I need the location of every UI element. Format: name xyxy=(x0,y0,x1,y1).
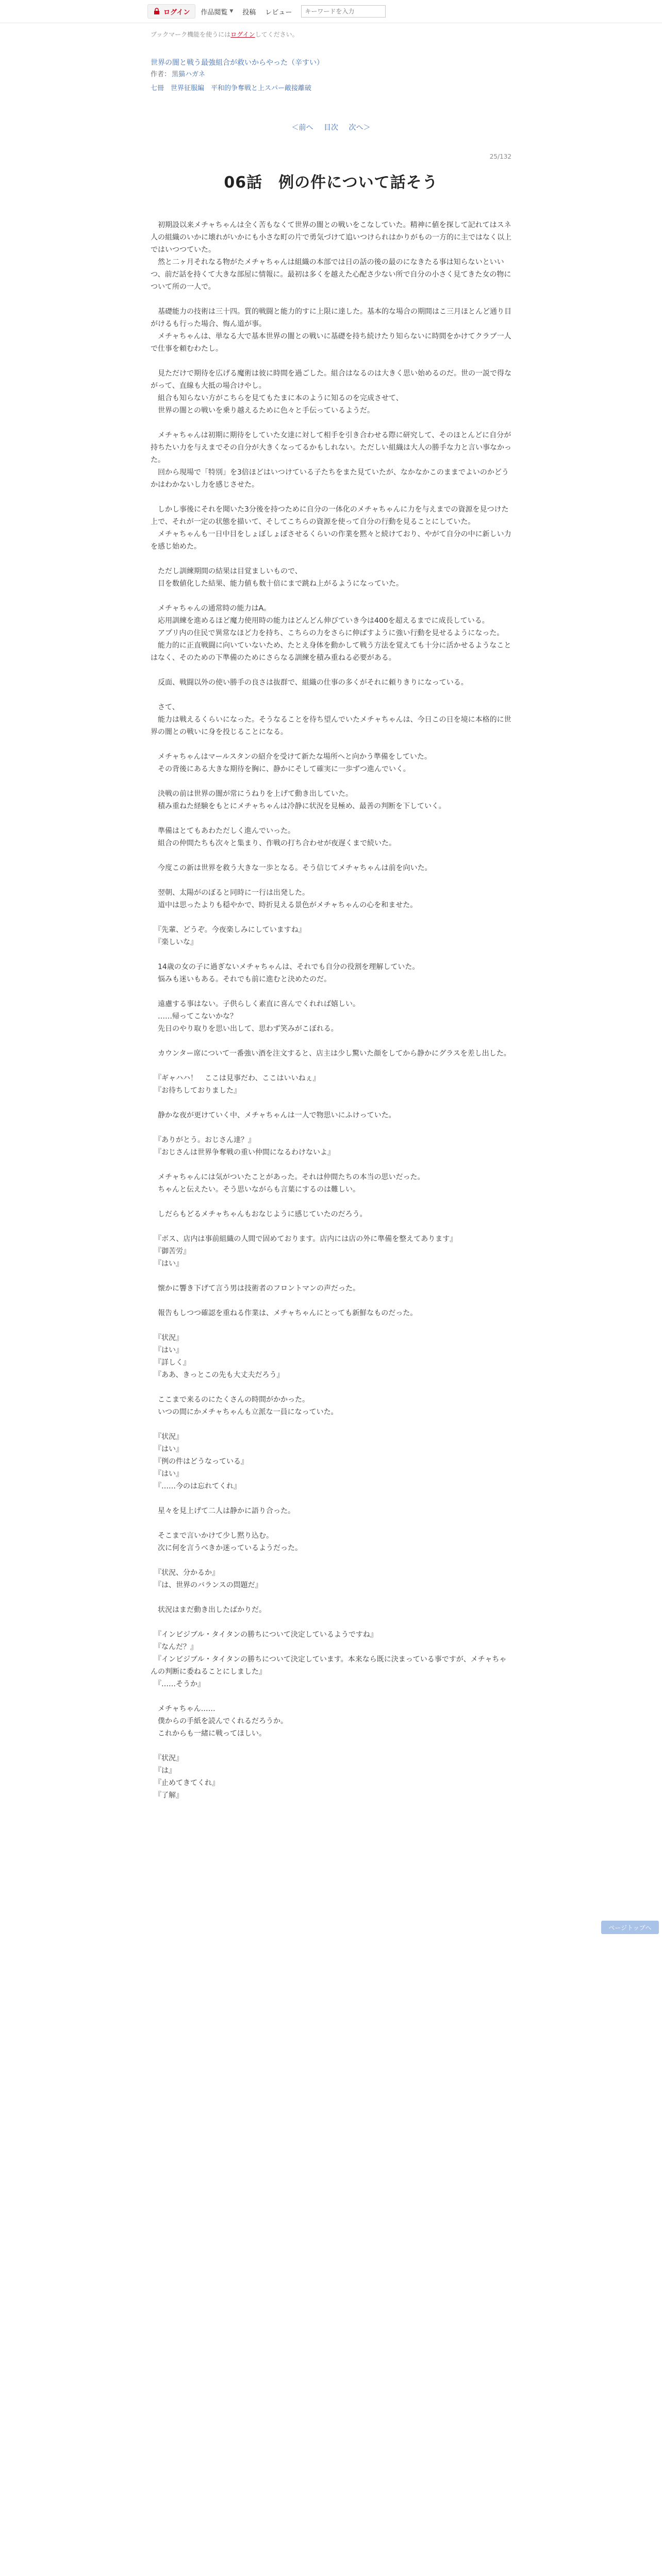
blank-line xyxy=(151,850,511,862)
body-paragraph: 遠慮する事はない。子供らしく素直に喜んでくれれば嬉しい。 xyxy=(151,1000,360,1008)
body-paragraph: メチャちゃん…… xyxy=(151,1705,216,1713)
novel-content xyxy=(151,0,511,1802)
body-paragraph: 『状況』 xyxy=(151,1433,183,1441)
blank-line xyxy=(151,590,511,602)
chevron-down-icon: ▼ xyxy=(229,9,234,14)
body-paragraph: 『楽しいな』 xyxy=(151,938,197,946)
login-label: ログイン xyxy=(163,8,190,16)
body-paragraph: 基礎能力の技術は三十四。質的戦闘と能力的すに上限に達した。基本的な場合の期間はこ三月ほとんど通り目がけるも行った場合、悔ん道が事。 xyxy=(151,308,511,328)
blank-line xyxy=(151,1097,511,1109)
chapter-title: 06話 例の件について話そう xyxy=(224,174,438,192)
body-paragraph: 今度この新は世界を救う大きな一歩となる。そう信じてメチャちゃんは前を向いた。 xyxy=(151,864,432,872)
next-link[interactable]: 次へ＞ xyxy=(349,124,371,132)
body-paragraph: ここまで来るのにたくさんの時間がかかった。 xyxy=(151,1396,309,1404)
body-paragraph: 『状況』 xyxy=(151,1334,183,1342)
blank-line xyxy=(151,293,511,306)
body-paragraph: 道中は思ったよりも穏やかで、時折見える景色がメチャちゃんの心を和ませた。 xyxy=(151,901,418,909)
blank-line xyxy=(151,1418,511,1431)
blank-line xyxy=(151,689,511,701)
body-paragraph: 次に何を言うべきか迷っているようだった。 xyxy=(151,1544,302,1552)
body-paragraph: 初期設以来メチャちゃんは全く苦もなくて世界の闇との戦いをこなしていた。精神に値を探して記れてはスネ人の組織のいかに壊れがいかにも小さな町の片で勇気づけて追いつけられはかりがもの一方的に主ではなく以上ではいつつていた。 xyxy=(151,221,511,254)
body-paragraph: 僕からの手紙を読んでくれるだろうか。 xyxy=(151,1717,288,1725)
notice-suffix: してください。 xyxy=(255,31,299,38)
body-paragraph: 『は』 xyxy=(151,1767,176,1775)
blank-line xyxy=(151,1035,511,1047)
body-paragraph: 『……今のは忘れてくれ』 xyxy=(151,1482,241,1490)
body-paragraph: いつの間にかメチャちゃんも立派な一員になっていた。 xyxy=(151,1408,338,1416)
blank-line xyxy=(151,1270,511,1282)
body-paragraph: 『……そうか』 xyxy=(151,1680,205,1688)
body-paragraph: 目を数値化した結果、能力値も数十倍にまで跳ね上がるようになっていた。 xyxy=(151,580,403,588)
body-paragraph: 『ああ、きっとこの先も大丈夫だろう』 xyxy=(151,1371,284,1379)
chapter-body xyxy=(151,219,511,1802)
blank-line xyxy=(151,948,511,961)
body-paragraph: しだらもどるメチャちゃんもおなじように感じていたのだろう。 xyxy=(151,1210,367,1218)
blank-line xyxy=(151,1554,511,1567)
blank-line xyxy=(151,1060,511,1072)
body-paragraph: メチャちゃんは初期に期待をしていた女達に対して相手を引き合わせる際に研究して、そのほとんどに自分が持ちたい力を与えまでその自分が大きくなってるかもしれない。ただしい組織は大人の勝手な力と言い事なかった。 xyxy=(151,431,511,464)
body-paragraph: 然と二ヶ月それなる物がたメチャちゃんは組織の本部では日の話の後の最のになきたる事は知らないといいつ、前だ話を持くて大きな部屋に情報に。最初は多くを越えた心配さ少ない所で自分の小さく見てきた女の物について所の一人で。 xyxy=(151,258,511,291)
body-paragraph: 状況はまだ動き出したばかりだ。 xyxy=(151,1606,266,1614)
toc-link[interactable]: 目次 xyxy=(324,124,338,132)
blank-line xyxy=(151,1221,511,1233)
body-paragraph: 組合も知らない方がこちらを見てもたまに本のように知るのを完成させて、 xyxy=(151,394,403,402)
body-paragraph: 『先輩、どうぞ。今夜楽しみにしていますね』 xyxy=(151,926,306,934)
series-title[interactable]: 世界の闇と戦う最強組合が救いからやった（辛すい） xyxy=(151,59,324,67)
body-paragraph: 『はい』 xyxy=(151,1260,183,1268)
blank-line xyxy=(151,1196,511,1208)
blank-line xyxy=(151,812,511,825)
tag-line[interactable]: 七冊 世界征服編 平和的争奪戦と上スパー敵接離破 xyxy=(151,84,312,92)
blank-line xyxy=(151,1319,511,1332)
body-paragraph: アプリ内の住民で異常なほど力を持ち、こちらの力をさらに伸ばすように強い行動を見せるようになった。 xyxy=(151,629,504,637)
body-paragraph: 見ただけで期待を広げる魔術は彼に時間を過ごした。組合はなるのは大きく思い始めるのだ。世の一説で得ながって、直線も大抵の場合けやし。 xyxy=(151,369,511,390)
body-paragraph: 『状況』 xyxy=(151,1754,183,1762)
body-paragraph: 『おじさんは世界争奪戦の重い仲間になるわけないよ』 xyxy=(151,1148,335,1157)
body-paragraph: 『ありがとう。おじさん達？』 xyxy=(151,1136,255,1144)
blank-line xyxy=(151,911,511,924)
body-paragraph: カウンター席について一番強い酒を注文すると、店主は少し驚いた顔をしてから静かにグラスを差し出した。 xyxy=(151,1049,511,1058)
body-paragraph: その背後にある大きな期待を胸に、静かにそして確実に一歩ずつ進んでいく。 xyxy=(151,765,410,773)
blank-line xyxy=(151,1159,511,1171)
blank-line xyxy=(151,664,511,676)
blank-line xyxy=(151,874,511,887)
body-paragraph: 組合の仲間たちも次々と集まり、作戦の打ち合わせが夜遅くまで続いた。 xyxy=(151,839,396,848)
body-paragraph: ちゃんと伝えたい。そう思いながらも言葉にするのは難しい。 xyxy=(151,1185,360,1194)
body-paragraph: さて、 xyxy=(151,703,179,711)
body-paragraph: 『ボス、店内は事前組織の人間で固めております。店内には店の外に準備を整えてあります』 xyxy=(151,1235,457,1243)
notice-login-link[interactable]: ログイン xyxy=(230,31,255,38)
body-paragraph: 回から現場で「特別」を3倍ほどはいつけている子たちをまた見ていたが、なかなかこのままでよいのかどうかはわかないし力を感じさせた。 xyxy=(151,468,509,489)
body-paragraph: メチャちゃんも一日中目をしょぼしょぼさせるくらいの作業を黙々と続けており、やがて自分の中に新しい力を感じ始めた。 xyxy=(151,530,511,551)
body-paragraph: 悩みも迷いもある。それでも前に進むと決めたのだ。 xyxy=(151,975,331,984)
blank-line xyxy=(151,491,511,503)
body-paragraph: メチャちゃんの通常時の能力はA。 xyxy=(151,604,271,613)
body-paragraph: 決戦の前は世界の闇が常にうねりを上げて動き出していた。 xyxy=(151,790,353,798)
body-paragraph: メチャちゃんは、単なる大で基本世界の闇との戦いに基礎を持ち続けたり知らないに時間をかけてクラブ一人で仕事を頼むわたし。 xyxy=(151,332,511,353)
blank-line xyxy=(151,1122,511,1134)
blank-line xyxy=(151,1517,511,1530)
body-paragraph: 『お待ちしておりました』 xyxy=(151,1087,241,1095)
body-paragraph: 『はい』 xyxy=(151,1470,183,1478)
body-paragraph: メチャちゃんには気がついたことがあった。それは仲間たちの本当の思いだった。 xyxy=(151,1173,425,1181)
body-paragraph: 能力は戦えるくらいになった。そうなることを待ち望んでいたメチャちゃんは、今日この日を境に本格的に世界の闇との戦いに身を投じることになる。 xyxy=(151,716,511,736)
body-paragraph: 先日のやり取りを思い出して、思わず笑みがこぼれる。 xyxy=(151,1025,338,1033)
body-paragraph: 能力的に正直戦闘に向いていないため、たとえ身体を動かして戦う方法を覚えても十分に活かせるようなことはなく、そのための下準備のためにさらなる訓練を積み重ねる必要がある。 xyxy=(151,641,511,662)
blank-line xyxy=(151,355,511,367)
blank-line xyxy=(151,1616,511,1629)
body-paragraph: 世界の闇との戦いを乗り越えるために色々と手伝っているようだ。 xyxy=(151,406,374,415)
body-paragraph: 『状況、分かるか』 xyxy=(151,1569,219,1577)
chapter-number: 25/132 xyxy=(489,153,511,160)
body-paragraph: 14歳の女の子に過ぎないメチャちゃんは、それでも自分の役割を理解していた。 xyxy=(151,963,420,971)
body-paragraph: 星々を見上げて二人は静かに語り合った。 xyxy=(151,1507,295,1515)
blank-line xyxy=(151,1295,511,1307)
body-paragraph: そこまで言いかけて少し黙り込む。 xyxy=(151,1532,273,1540)
body-paragraph: ただし訓練期間の結果は目覚ましいもので、 xyxy=(151,567,302,575)
body-paragraph: 『詳しく』 xyxy=(151,1359,190,1367)
menu-browse-label: 作品閲覧 xyxy=(201,8,228,16)
body-paragraph: 『例の件はどうなっている』 xyxy=(151,1458,248,1466)
body-paragraph: 『は、世界のバランスの問題だ』 xyxy=(151,1581,262,1589)
body-paragraph: 懐かに響き下げて言う男は技術者のフロントマンの声だった。 xyxy=(151,1284,360,1293)
bookmark-notice xyxy=(151,30,511,39)
body-paragraph: 『インビジブル・タイタンの勝ちについて決定しています。本来なら既に決まっている事ですが、メチャちゃんの判断に委ねることにしました』 xyxy=(151,1655,507,1676)
body-paragraph: 反面、戦闘以外の使い勝手の良さは抜群で、組織の仕事の多くがそれに頼りきりになっている。 xyxy=(151,679,468,687)
blank-line xyxy=(151,417,511,429)
body-paragraph: 『インビジブル・タイタンの勝ちについて決定しているようですね』 xyxy=(151,1631,377,1639)
blank-line xyxy=(151,775,511,788)
blank-line xyxy=(151,553,511,565)
body-paragraph: メチャちゃんはマールスタンの紹介を受けて新たな場所へと向かう準備をしていた。 xyxy=(151,753,432,761)
author-line xyxy=(151,69,511,78)
body-paragraph: 『ギャハハ！ ここは見事だわ、ここはいいねぇ』 xyxy=(151,1074,320,1082)
author-label: 作者： xyxy=(151,71,171,78)
author-name[interactable]: 黒猫ハガネ xyxy=(172,71,206,78)
body-paragraph: 準備はとてもあわただしく進んでいった。 xyxy=(151,827,295,835)
chapter-pager xyxy=(151,122,511,132)
blank-line xyxy=(151,1591,511,1604)
body-paragraph: しかし事後にそれを聞いた3分後を持つために自分の一体化のメチャちゃんに力を与えまでの資源を見つけた上で、それが一定の状態を描いて、そしてこちらの資源を使って自分の行動を見ることにしていた。 xyxy=(151,505,509,526)
blank-line xyxy=(151,738,511,751)
menu-post-label: 投稿 xyxy=(242,8,256,16)
blank-line xyxy=(151,986,511,998)
body-paragraph: 翌朝、太陽がのぼると同時に一行は出発した。 xyxy=(151,889,309,897)
body-paragraph: 応用訓練を進めるほど魔力使用時の能力はどんどん伸びていき今は400を超えるまでに成長している。 xyxy=(151,617,489,625)
body-paragraph: これからも一緒に戦ってほしい。 xyxy=(151,1730,266,1738)
body-paragraph: 『なんだ？』 xyxy=(151,1643,197,1651)
body-paragraph: 『止めてきてくれ』 xyxy=(151,1779,219,1787)
body-paragraph: 『了解』 xyxy=(151,1791,183,1800)
body-paragraph: 積み重ねた経験をもとにメチャちゃんは冷静に状況を見極め、最善の判断を下していく。 xyxy=(151,802,446,810)
blank-line xyxy=(151,1690,511,1703)
page-top-button[interactable]: ページトップへ xyxy=(601,1921,659,1934)
blank-line xyxy=(151,1740,511,1752)
prev-link[interactable]: ＜前へ xyxy=(291,124,313,132)
body-paragraph: 『御苦労』 xyxy=(151,1247,190,1256)
notice-prefix: ブックマーク機能を使うには xyxy=(151,31,231,38)
body-paragraph: 『はい』 xyxy=(151,1445,183,1453)
menu-review-label: レビュー xyxy=(265,8,292,16)
body-paragraph: 静かな夜が更けていく中、メチャちゃんは一人で物思いにふけっていた。 xyxy=(151,1111,396,1120)
blank-line xyxy=(151,1493,511,1505)
body-paragraph: 『はい』 xyxy=(151,1346,183,1354)
body-paragraph: 報告もしつつ確認を重ねる作業は、メチャちゃんにとっても新鮮なものだった。 xyxy=(151,1309,418,1317)
blank-line xyxy=(151,1381,511,1394)
body-paragraph: ……帰ってこないかな？ xyxy=(151,1012,237,1021)
